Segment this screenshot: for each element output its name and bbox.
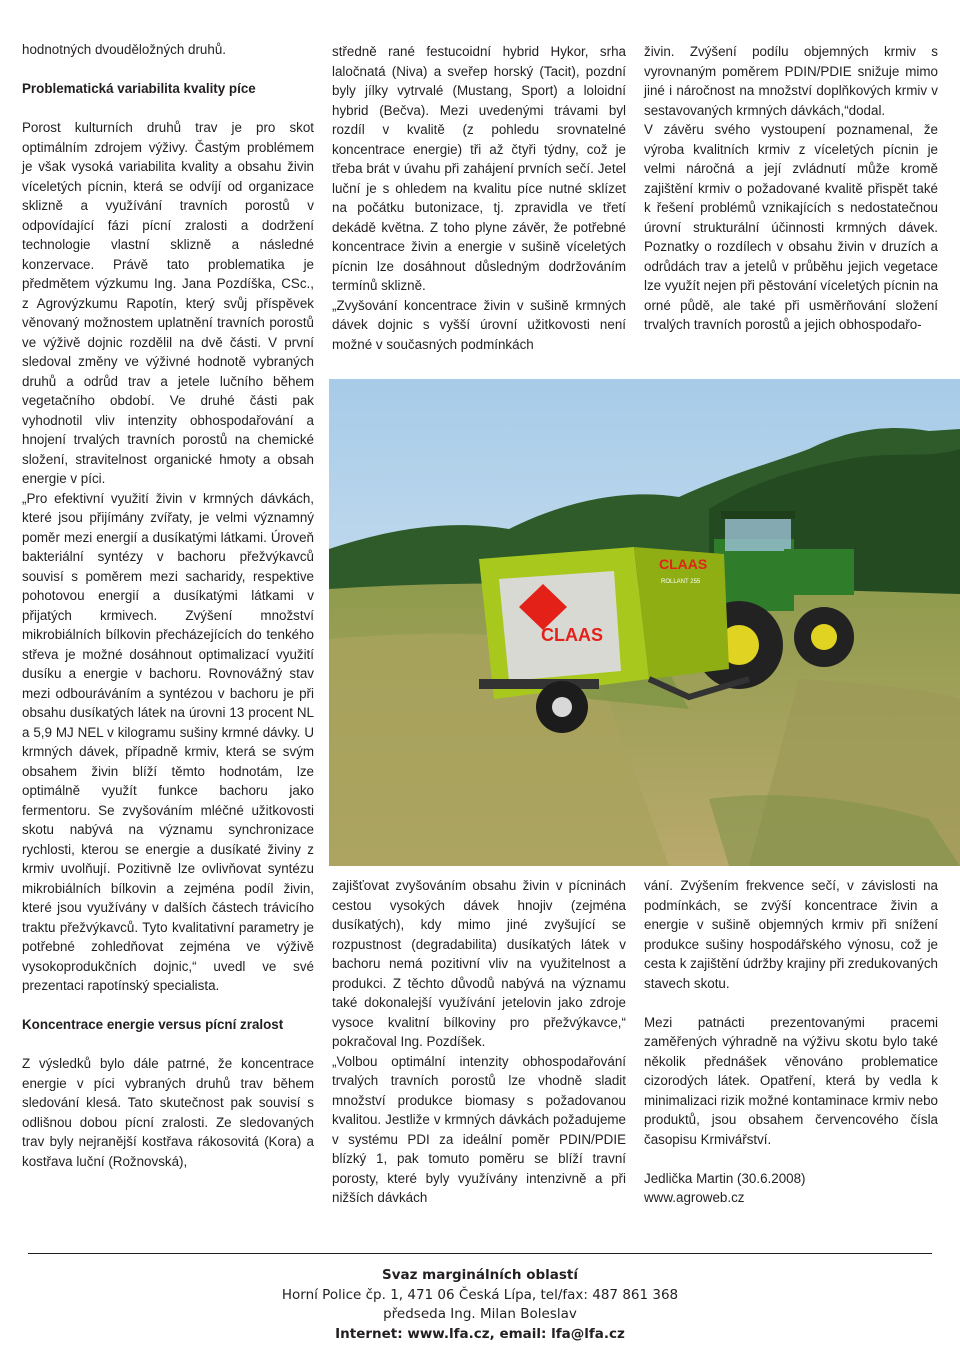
article-column-left	[22, 40, 314, 1171]
footer-chair: předseda Ing. Milan Boleslav	[383, 1306, 577, 1322]
article-column-right-bottom	[644, 876, 938, 1208]
baler-model-text: ROLLANT 255	[661, 579, 701, 585]
paragraph: vání. Zvýšením frekvence sečí, v závislosti na podmínkách, se zvýší koncentrace živin a energie v sušině objemných krmiv při snížení produkce sušiny hospodářského výnosu, což je cesta k zajištění údržby krajiny při zredukovaných stavech skotu.	[644, 878, 938, 991]
article-column-middle-top	[332, 42, 626, 354]
footer	[0, 1266, 960, 1344]
paragraph: Porost kulturních druhů trav je pro skot optimálním zdrojem výživy. Častým problémem je však vysoká variabilita kvality a obsahu živin víceletých pícnin, která se odvíjí od organizace sklizně a využívání travních porostů v odpovídající fázi pícní zralosti a dodržení technologie vlastní sklizně a následné konzervace. Právě tato problematika je předmětem výzkumu Ing. Jana Pozdíška, CSc., z Agrovýzkumu Rapotín, který svůj příspěvek věnovaný možnostem uplatnění travních porostů ve výživě dojnic rozdělil na dvě části. V první sledoval změny ve výživné hodnotě vybraných druhů a odrůd trav a jetele lučního během vegetačního období. Ve druhé části pak vyhodnotil vliv intenzity obhospodařování a hnojení trvalých travních porostů na chemické složení, stravitelnost organické hmoty a obsah energie v píci.	[22, 120, 314, 486]
paragraph-quote: „Zvyšování koncentrace živin v sušině krmných dávek dojnic s vyšší úrovní užitkovosti není možné v současných podmínkách	[332, 297, 626, 352]
article-column-middle-bottom	[332, 876, 626, 1208]
paragraph: zajišťovat zvyšováním obsahu živin v pícninách cestou vysokých dávek hnojiv (zejména dusíkatých), kdy mimo jiné zvyšující se rozpustnost (degradabilita) dusíkatých látek v bachoru nemá pozitivní vliv na využitelnost a produkci. Z těchto důvodů nabývá na významu také dokonalejší využívání jetelovin jako zdroje vysoce kvalitní bílkoviny pro přežvýkavce,“ pokračoval Ing. Pozdíšek.	[332, 878, 626, 1049]
baler-side-brand-text: CLAAS	[659, 556, 708, 572]
source-link[interactable]: www.agroweb.cz	[644, 1190, 745, 1205]
author-line: Jedlička Martin (30.6.2008)	[644, 1170, 806, 1186]
paragraph: Mezi patnácti prezentovanými pracemi zaměřených výhradně na výživu skotu bylo také několik přednášek věnováno problematice cizorodých látek. Opatření, která by vedla k minimalizaci rizik možné kontaminace krmiv nebo produktů, jsou obsahem červencového čísla časopisu Krmivářství.	[644, 1014, 938, 1147]
paragraph: živin. Zvýšení podílu objemných krmiv s vyrovnaným poměrem PDIN/PDIE snižuje mimo jiné i náročnost na množství doplňkových krmiv v sestavovaných krmných dávkách,“dodal.	[644, 44, 938, 118]
paragraph: středně rané festucoidní hybrid Hykor, srha laločnatá (Niva) a sveřep horský (Tacit), pozdní byly jílky vytrvalé (Mustang, Sport) a loloidní hybrid (Bečva). Mezi uvedenými trávami byl rozdíl v kvalitě (z pohledu srovnatelné koncentrace energie) tři až čtyři týdny, což je třeba brát v úvahu při zahájení prvních sečí. Jetel luční je s ohledem na kvalitu píce nutné sklízet na počátku butonizace, tj. zpravidla ve třetí dekádě května. Z toho plyne závěr, že potřebné koncentrace živin a energie v sušině víceletých pícnin lze dosáhnout důsledným dodržováním termínů sklizně.	[332, 44, 626, 293]
paragraph: V závěru svého vystoupení poznamenal, že výroba kvalitních krmiv z víceletých pícnin je velmi náročná a její zvládnutí může kromě zajištění krmiv o požadované kvalitě přispět také k řešení problémů vznikajících s nedostatečnou úrovní strukturální účinnosti krmných dávek. Poznatky o rozdílech v obsahu živin v druzích a odrůdách trav a jetelů v průběhu jejich vegetace lze využít nejen při pěstování víceletých pícnin na orné půdě, ale také při usměrňování složení trvalých travních porostů a jejich obhospodařo-	[644, 122, 939, 332]
paragraph-quote: „Pro efektivní využití živin v krmných dávkách, které jsou přijímány zvířaty, je velmi významný poměr mezi energií a dusíkatými látkami. Úroveň bakteriální syntézy v bachoru přežvýkavců souvisí s poměrem mezi sacharidy, respektive pohotovou energií a dusíkatými látkami v přijatých krmivech. Zvýšení množství mikrobiálních bílkovin přecházejících do tenkého střeva je možné dosáhnout optimalizací využití dusíku a energie v bachoru. Rovnovážný stav mezi odbouráváním a syntézou v bachoru je při obsahu dusíkatých látek na úrovni 13 procent NL a 5,9 MJ NEL v kilogramu sušiny krmné dávky. U krmných dávek, případně krmiv, která se svým obsahem živin blíží těmto hodnotám, lze optimálně využít funkce bachoru jako fermentoru. Se zvyšováním mléčné užitkovosti skotu nabývá na významu synchronizace rychlosti, kterou se energie a dusíkaté živiny z krmiv uvolňují. Pozitivně lze ovlivňovat syntézu mikrobiálních bílkovin a zejména podíl živin, které jsou využívány v dalších částech trávicího traktu přežvýkavců. Tyto kvalitativní parametry je potřebné zohledňovat zejména ve výživě vysokoprodukčních dojnic,“ uvedl ve své prezentaci rapotínský specialista.	[22, 490, 314, 993]
paragraph: hodnotných dvouděložných druhů.	[22, 42, 226, 57]
section-heading-variability: Problematická variabilita kvality píce	[22, 81, 256, 96]
tractor-baler-photo	[329, 379, 960, 866]
footer-address: Horní Police čp. 1, 471 06 Česká Lípa, tel/fax: 487 861 368	[281, 1286, 679, 1303]
paragraph-quote: „Volbou optimální intenzity obhospodařování trvalých travních porostů lze vhodně sladit množství produkce biomasy s požadovanou kvalitou. Jestliže v krmných dávkách požadujeme v systému PDI za ideální poměr PDIN/PDIE blízký 1, pak tomuto poměru se blíží travní porosty, které byly využívány intenzivně a při nižších dávkách	[332, 1053, 626, 1205]
section-heading-energy: Koncentrace energie versus pícní zralost	[22, 1017, 284, 1032]
baler-brand-text: CLAAS	[541, 625, 603, 645]
footer-divider	[28, 1253, 932, 1254]
paragraph: Z výsledků bylo dále patrné, že koncentrace energie v píci vybraných druhů trav během sledování klesá. Tato skutečnost pak souvisí s odlišnou dobou pícní zralosti. Ze sledovaných trav byly nejranější kostřava rákosovitá (Kora) a kostřava luční (Rožnovská),	[22, 1056, 314, 1169]
footer-org-name: Svaz marginálních oblastí	[381, 1267, 578, 1283]
article-column-right-top	[644, 42, 938, 335]
footer-contact-links[interactable]: Internet: www.lfa.cz, email: lfa@lfa.cz	[335, 1325, 625, 1342]
